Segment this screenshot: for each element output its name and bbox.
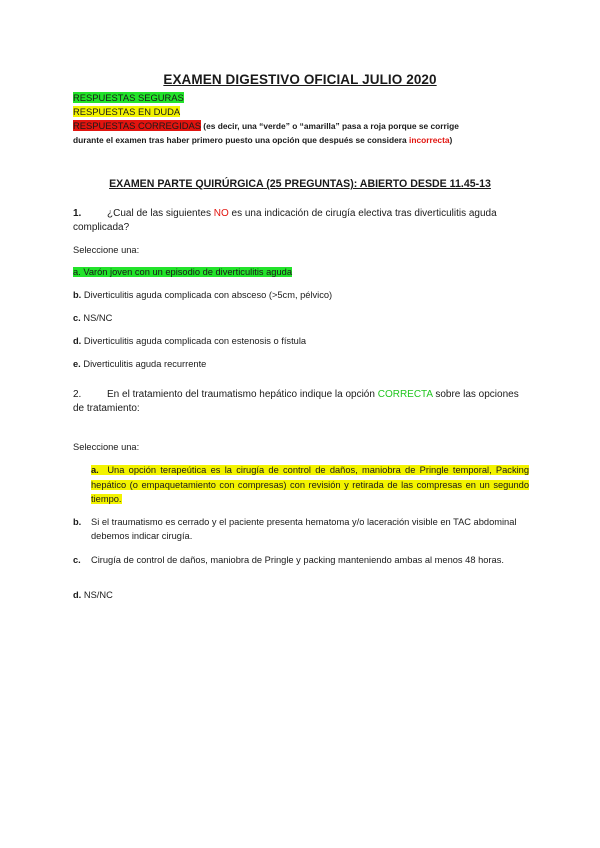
section-title: EXAMEN PARTE QUIRÚRGICA (25 PREGUNTAS): ABIERTO DESDE 11.45-13 [109,178,491,190]
q2-option-b-letter: b. [73,517,82,527]
legend-safe [73,92,184,104]
q1-option-e-letter: e. [73,359,81,369]
q2-option-a[interactable] [91,463,529,507]
legend-note-line1: (es decir, una “verde” o “amarilla” pasa a roja porque se corrige [200,121,459,131]
legend-note-text: durante el examen tras haber primero puesto una opción que después se considera [73,135,410,145]
q1-option-d-letter: d. [73,336,82,346]
q2-option-d[interactable] [73,590,113,600]
document-title: EXAMEN DIGESTIVO OFICIAL JULIO 2020 [163,72,437,87]
q1-option-e-text: Diverticulitis aguda recurrente [83,359,207,369]
q2-option-b[interactable] [73,515,529,543]
q1-option-b[interactable] [73,290,332,300]
q2-option-d-text: NS/NC [83,590,113,600]
legend-corrected-label: RESPUESTAS CORREGIDAS [73,120,201,131]
legend-corrected [73,120,459,132]
q2-option-c[interactable] [73,553,529,567]
q2-option-a-text: Una opción terapeútica es la cirugía de control de daños, maniobra de Pringle temporal, Packing hepático (o empaquetamiento con compresas) con revisión y retirada de las compresas en un segundo tiempo. [91,465,529,504]
q2-option-b-text: Si el traumatismo es cerrado y el paciente presenta hematoma y/o laceración visible en TAC abdominal debemos indicar cirugía. [91,517,517,541]
question-1-text-after: es una indicación de cirugía electiva tras diverticulitis aguda complicada? [73,208,497,233]
legend-safe-label: RESPUESTAS SEGURAS [73,92,184,103]
question-2-number: 2. [73,389,82,400]
question-2 [73,388,528,416]
q1-option-b-letter: b. [73,290,82,300]
question-1-number: 1. [73,208,82,219]
legend-doubt [73,106,180,118]
q2-option-c-letter: c. [73,555,81,565]
q1-option-c-text: NS/NC [83,313,113,323]
q2-option-c-text: Cirugía de control de daños, maniobra de Pringle y packing manteniendo ambas al menos 48 horas. [91,555,504,565]
q1-option-a[interactable] [73,267,292,277]
question-1-text-before: ¿Cual de las siguientes [107,208,214,219]
legend-note-close: ) [449,135,453,145]
q1-option-a-letter: a. [73,267,81,277]
q1-option-a-text: Varón joven con un episodio de diverticulitis aguda [83,267,292,277]
q1-option-a-highlight [73,267,292,277]
q1-option-d-text: Diverticulitis aguda complicada con estenosis o fístula [83,336,307,346]
question-1 [73,207,528,235]
question-2-text-before: En el tratamiento del traumatismo hepático indique la opción [107,389,378,400]
question-1-select-label: Seleccione una: [73,245,140,255]
q1-option-d[interactable] [73,336,306,346]
q1-option-b-text: Diverticulitis aguda complicada con absceso (>5cm, pélvico) [83,290,333,300]
legend-note-incorrect: incorrecta [409,135,450,145]
q2-option-d-letter: d. [73,590,82,600]
question-2-text-after: sobre las opciones de tratamiento: [73,389,519,414]
q2-option-a-highlight [91,465,529,504]
q1-option-c[interactable] [73,313,112,323]
legend-note-line2 [73,134,452,146]
question-2-keyword: CORRECTA [377,389,433,400]
q1-option-e[interactable] [73,359,206,369]
question-2-select-label: Seleccione una: [73,442,140,452]
q1-option-c-letter: c. [73,313,81,323]
question-1-keyword: NO [213,208,229,219]
q2-option-a-letter: a. [91,465,99,475]
legend-doubt-label: RESPUESTAS EN DUDA [73,106,181,117]
